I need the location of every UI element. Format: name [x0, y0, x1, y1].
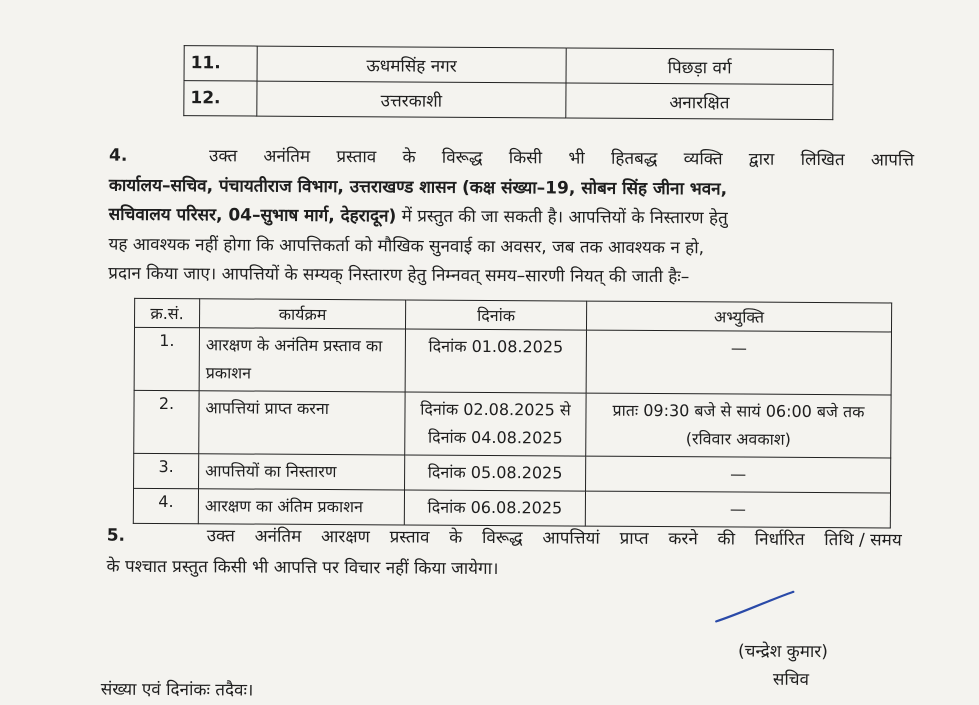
date-cell: दिनांक 06.08.2025 — [404, 490, 585, 526]
date-cell: दिनांक 01.08.2025 — [405, 329, 586, 393]
word: आपत्ति — [870, 150, 915, 171]
serial-number: 3. — [134, 453, 199, 488]
word: निर्धारित — [754, 529, 805, 550]
header-date: दिनांक — [405, 300, 586, 330]
word: प्राप्त — [619, 528, 649, 549]
word: आपत्तियां — [542, 528, 600, 549]
header-serial: क्र.सं. — [135, 298, 200, 327]
event-cell: आरक्षण के अनंतिम प्रस्ताव का प्रकाशन — [199, 328, 405, 392]
reservation-category: अनारक्षित — [566, 83, 833, 120]
word: अनंतिम — [263, 146, 311, 167]
row-number: 12. — [184, 81, 257, 116]
word: द्वारा — [748, 149, 775, 170]
table-row — [134, 327, 891, 395]
paragraph-number: 5. — [106, 525, 126, 546]
word: के — [449, 527, 463, 548]
word: किसी — [508, 148, 543, 169]
word: आरक्षण — [320, 526, 370, 548]
word: प्रस्ताव — [336, 147, 377, 168]
word: प्रस्ताव — [389, 527, 430, 548]
word: तिथि / समय — [824, 530, 902, 551]
paragraph-4 — [108, 142, 914, 294]
word: करने — [668, 529, 698, 550]
event-cell: आपत्तियों का निस्तारण — [199, 454, 405, 490]
paragraph-text: यह आवश्यक नहीं होगा कि आपत्तिकर्ता को मौखिक सुनवाई का अवसर, जब तक आवश्यक न हो, — [108, 234, 705, 258]
event-cell: आपत्तियां प्राप्त करना — [199, 391, 405, 455]
row-number: 11. — [184, 46, 257, 81]
word: के — [402, 147, 416, 168]
table-row — [134, 390, 891, 458]
word: की — [717, 529, 736, 550]
table-row — [134, 453, 891, 493]
remark-cell: — — [585, 491, 890, 528]
date-cell: दिनांक 05.08.2025 — [405, 455, 586, 491]
remark-cell: — — [586, 456, 891, 493]
paragraph-line — [108, 260, 913, 294]
serial-number: 4. — [133, 488, 198, 523]
header-remark: अभ्युक्ति — [586, 301, 891, 332]
reservation-category: पिछड़ा वर्ग — [566, 48, 833, 85]
signatory-name: (चन्द्रेश कुमार) — [737, 641, 828, 663]
word: व्यक्ति — [683, 149, 723, 170]
paragraph-number: 4. — [108, 145, 128, 166]
paragraph-line — [106, 552, 901, 588]
signatory-designation: सचिव — [772, 669, 810, 690]
office-address-bold: कार्यालय–सचिव, पंचायतीराज विभाग, उत्तराखण्ड शासन (कक्ष संख्या–19, सोबन सिंह जीना भवन, — [108, 175, 728, 199]
district-name: उत्तरकाशी — [257, 81, 566, 118]
signature-mark — [714, 589, 794, 629]
reference-footer: संख्या एवं दिनांकः तदैवः। — [100, 679, 254, 701]
word: लिखित — [800, 149, 845, 171]
table-row — [184, 81, 833, 120]
word: हितबद्ध — [610, 148, 658, 170]
word: उक्त — [208, 146, 238, 167]
date-cell: दिनांक 02.08.2025 से दिनांक 04.08.2025 — [405, 392, 586, 456]
paragraph-5 — [106, 521, 901, 588]
header-event: कार्यक्रम — [200, 299, 406, 329]
district-category-table — [183, 45, 833, 120]
remark-cell: — — [586, 330, 891, 395]
paragraph-line — [107, 521, 902, 557]
district-name: ऊधमसिंह नगर — [257, 46, 566, 83]
table-row — [184, 46, 833, 85]
schedule-table — [133, 298, 892, 529]
serial-number: 1. — [134, 327, 199, 390]
table-header-row — [135, 298, 892, 332]
word: विरूद्ध — [481, 527, 523, 549]
serial-number: 2. — [134, 390, 199, 453]
paragraph-text: प्रदान किया जाए। आपत्तियों के सम्यक् निस्तारण हेतु निम्नवत् समय–सारणी नियत् की जाती हैः– — [108, 263, 690, 288]
word: अनंतिम — [254, 526, 302, 547]
event-cell: आरक्षण का अंतिम प्रकाशन — [198, 489, 404, 525]
remark-cell: प्रातः 09:30 बजे से सायं 06:00 बजे तक (रविवार अवकाश) — [586, 393, 891, 458]
word: भी — [568, 148, 585, 169]
word: उक्त — [206, 526, 235, 547]
paragraph-text: के पश्चात प्रस्तुत किसी भी आपत्ति पर विचार नहीं किया जायेगा। — [106, 556, 499, 580]
paragraph-text: में प्रस्तुत की जा सकती है। आपत्तियों के निस्तारण हेतु — [401, 206, 728, 229]
word: विरूद्ध — [441, 147, 483, 168]
office-address-bold: सचिवालय परिसर, 04–सुभाष मार्ग, देहरादून) — [108, 204, 397, 227]
